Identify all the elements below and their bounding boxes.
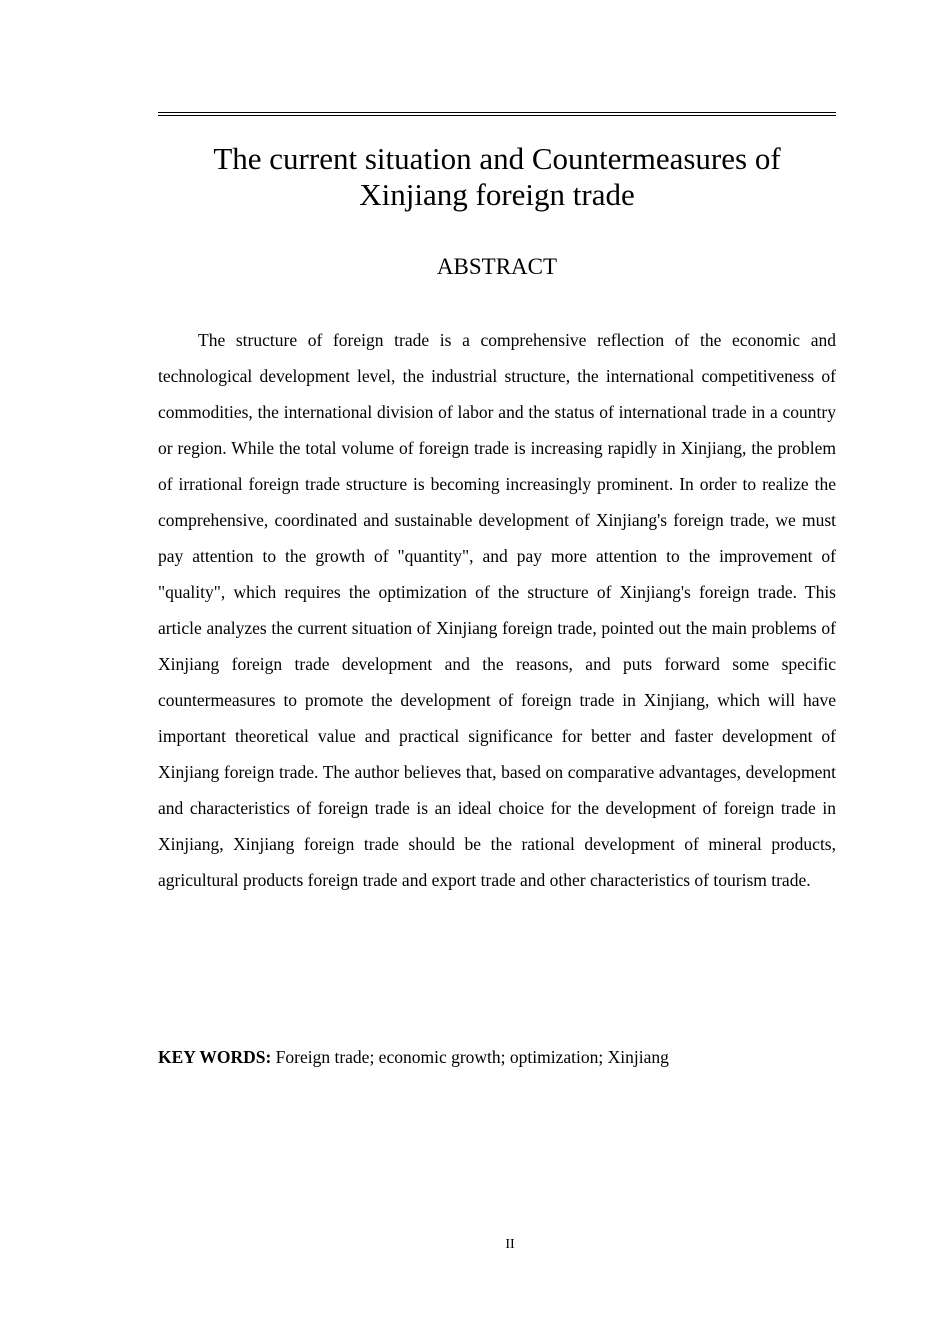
abstract-paragraph: The structure of foreign trade is a comprehensive reflection of the economic and technological development level, the industrial structure, the international competitiveness of commodities, the international division of labor and the status of international trade in a country or region. While the total volume of foreign trade is increasing rapidly in Xinjiang, the problem of irrational foreign trade structure is becoming increasingly prominent. In order to realize the comprehensive, coordinated and sustainable development of Xinjiang's foreign trade, we must pay attention to the growth of "quantity", and pay more attention to the improvement of "quality", which requires the optimization of the structure of Xinjiang's foreign trade. This article analyzes the current situation of Xinjiang foreign trade, pointed out the main problems of Xinjiang foreign trade development and the reasons, and puts forward some specific countermeasures to promote the development of foreign trade in Xinjiang, which will have important theoretical value and practical significance for better and faster development of Xinjiang foreign trade. The author believes that, based on comparative advantages, development and characteristics of foreign trade is an ideal choice for the development of foreign trade in Xinjiang, Xinjiang foreign trade should be the rational development of mineral products, agricultural products foreign trade and export trade and other characteristics of tourism trade.: [158, 330, 836, 890]
document-title: [158, 141, 836, 213]
keywords-line: [158, 1044, 836, 1070]
keywords-label: KEY WORDS:: [158, 1047, 272, 1067]
keywords-value: Foreign trade; economic growth; optimization; Xinjiang: [271, 1047, 669, 1067]
page-number: II: [505, 1237, 515, 1252]
title-line-2: Xinjiang foreign trade: [359, 177, 635, 212]
title-line-1: The current situation and Countermeasures of: [213, 141, 781, 176]
abstract-heading: ABSTRACT: [436, 254, 558, 279]
header-double-rule: [158, 112, 836, 116]
